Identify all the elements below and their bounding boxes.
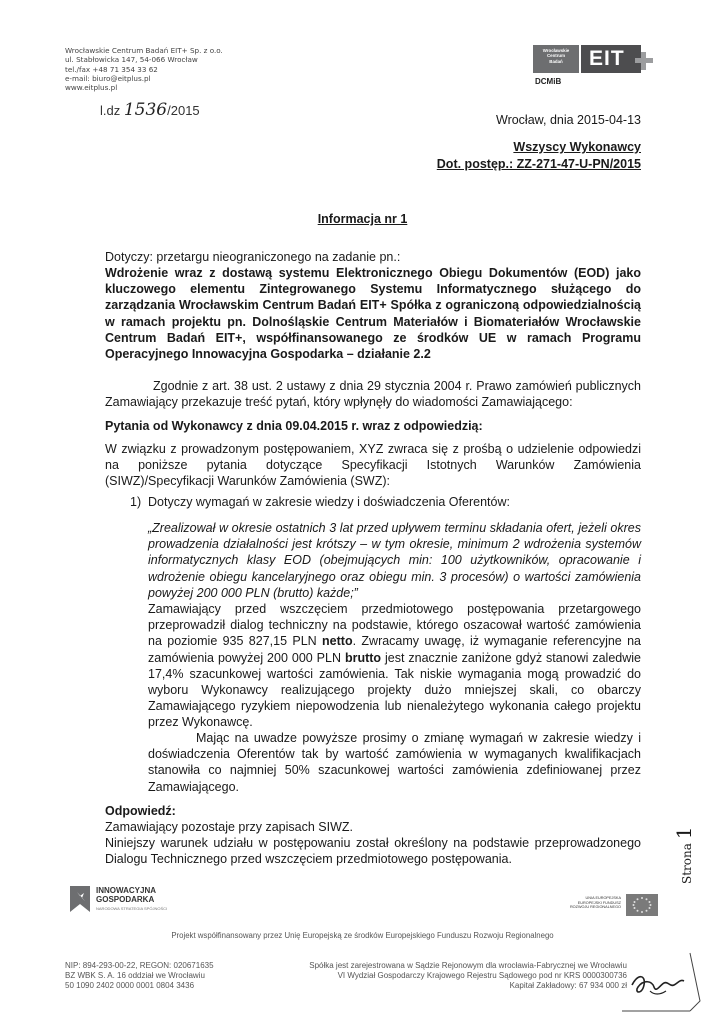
question-argument-paragraph	[148, 601, 641, 731]
page-number	[672, 814, 696, 884]
netto-emphasis: netto	[322, 634, 353, 649]
ig-line-small: NARODOWA STRATEGIA SPÓJNOŚCI	[96, 906, 168, 911]
ig-text	[96, 886, 167, 913]
request-paragraph: W związku z prowadzonym postępowaniem, XYZ zwraca się z prośbą o udzielenie odpowiedzi na poniższe pytania dotyczące Specyfikacji Istotnych Warunków Zamówienia (SIWZ)/Specyfikacji Warunków Zamówienia (SWZ):	[105, 442, 641, 489]
eu-flag-icon	[626, 894, 658, 916]
eit-logo	[533, 45, 653, 89]
sender-line: Wrocławskie Centrum Badań EIT+ Sp. z o.o.	[65, 46, 223, 55]
eu-text	[566, 896, 621, 910]
registry-number	[100, 100, 200, 120]
argument-text: Zamawiający przed wszczęciem przedmiotowego postępowania przetargowego przeprowadził dialog techniczny na podstawie, którego oszacował wartość zamówienia na poziomie 935 827,15 PLN	[148, 602, 641, 649]
eu-line: ROZWOJU REGIONALNEGO	[569, 905, 621, 910]
answer-line: Niniejszy warunek udziału w postępowaniu został określony na podstawie przeprowadzonego Dialogu Technicznego przed wszczęciem przedmiotowego postępowania.	[105, 836, 641, 867]
subject-paragraph: Wdrożenie wraz z dostawą systemu Elektronicznego Obiegu Dokumentów (EOD) jako kluczowego elementu Zintegrowanego Systemu Informatycznego służącego do zarządzania Wrocławskim Centrum Badań EIT+ Spółka z ograniczoną odpowiedzialnością w ramach projektu pn. Dolnośląskie Centrum Materiałów i Biomateriałów Wrocławskie Centrum Badań EIT+, współfinansowanego ze środków UE w ramach Programu Operacyjnego Innowacyjna Gospodarka – działanie 2.2	[105, 266, 641, 362]
document-title: Informacja nr 1	[317, 212, 408, 226]
answer-line: Zamawiający pozostaje przy zapisach SIWZ.	[105, 820, 354, 834]
argument-text: jest znacznie zaniżone gdyż stanowi zaledwie 17,4% szacunkowej wartości zamówienia. Tak niskie wymagania mogą prowadzić do wyboru Wykonawcy realizującego projekty dużo mniejszej skali, co obarczy Zamawiającego ryzykiem niepowodzenia lub nienależytego wykonania całego projektu przez Wykonawcę.	[148, 650, 641, 730]
sender-line: tel./fax +48 71 354 33 62	[65, 64, 158, 74]
question-number: 1)	[130, 495, 142, 509]
page-label	[672, 827, 696, 884]
ig-line: INNOWACYJNA	[96, 886, 157, 895]
dotyczy-line: Dotyczy: przetargu nieograniczonego na zadanie pn.:	[105, 250, 401, 264]
addressee: Wszyscy Wykonawcy	[513, 140, 641, 154]
logo-plus-icon	[641, 52, 646, 70]
sender-line: ul. Stabłowicka 147, 54-066 Wrocław	[65, 55, 198, 65]
questions-heading: Pytania od Wykonawcy z dnia 09.04.2015 r. wraz z odpowiedzią:	[105, 419, 483, 433]
argument-text: . Zwracamy uwagę, iż wymaganie referencyjne na zamówienia powyżej 200 000 PLN	[148, 634, 641, 665]
page-label-text: Strona	[680, 843, 694, 884]
logo-box-line: Centrum	[546, 53, 566, 59]
logo-dcmib: DCMiB	[535, 77, 562, 86]
page-number-value: 1	[672, 826, 696, 840]
intro-paragraph: Zgodnie z art. 38 ust. 2 ustawy z dnia 29 stycznia 2004 r. Prawo zamówień publicznych Zamawiający przekazuje treść pytań, który wpłynęły do wiadomości Zamawiającego:	[105, 379, 641, 410]
registry-handwritten-number: 1536	[123, 100, 168, 120]
registry-prefix: l.dz	[100, 103, 121, 118]
sender-line: www.eitplus.pl	[65, 83, 118, 93]
footer-line: VI Wydział Gospodarczy Krajowego Rejestru Sądowego pod nr KRS 0000300736	[337, 971, 627, 980]
company-registration-left	[65, 961, 214, 991]
sender-address	[65, 46, 223, 92]
quoted-requirement: „Zrealizował w okresie ostatnich 3 lat przed upływem terminu składania ofert, jeżeli okres prowadzenia działalności jest krótszy – w tym okresie, minimum 2 wdrożenia systemów informatycznych klasy EOD (obejmujących min: 100 użytkowników, opracowanie i wdrożenie obiegu kancelaryjnego oraz obiegu min. 3 procesów) o wartości zamówienia powyżej 200 000 PLN (brutto) każde;”	[148, 521, 641, 600]
footer-line: Spółka jest zarejestrowana w Sądzie Rejonowym dla wrocławia-Fabrycznej we Wrocławiu	[309, 961, 627, 970]
company-registration-right	[309, 961, 627, 991]
sender-line: e-mail: biuro@eitplus.pl	[65, 73, 151, 83]
eu-line: EUROPEJSKI FUNDUSZ	[577, 900, 621, 905]
footer-line: Kapitał Zakładowy: 67 934 000 zł	[509, 981, 627, 990]
logo-box-line: Wrocławskie	[542, 48, 570, 53]
project-footer-line: Projekt współfinansowany przez Unię Europejską ze środków Europejskiego Funduszu Rozwoju Regionalnego	[171, 931, 554, 940]
date-line: Wrocław, dnia 2015-04-13	[496, 113, 641, 127]
answer-heading: Odpowiedź:	[105, 804, 176, 818]
footer-line: BZ WBK S. A. 16 oddział we Wrocławiu	[65, 971, 205, 980]
question-request-paragraph: Mając na uwadze powyższe prosimy o zmianę wymagań w zakresie wiedzy i doświadczenia Oferentów tak by wartość zamówienia w wymaganych kwalifikacjach stanowiła co najmniej 50% szacunkowej wartości zamówienia zdefiniowanej przez Zamawiającego.	[148, 731, 641, 794]
ig-flag-icon	[68, 884, 92, 914]
reference-number: Dot. postęp.: ZZ-271-47-U-PN/2015	[436, 157, 641, 171]
footer-line: 50 1090 2402 0000 0001 0804 3436	[65, 981, 195, 990]
ig-line: GOSPODARKA	[96, 895, 155, 904]
logo-box-line: Badań	[549, 58, 563, 64]
logo-box	[533, 45, 579, 73]
brutto-emphasis: brutto	[344, 650, 382, 665]
footer-line: NIP: 894-293-00-22, REGON: 020671635	[65, 961, 214, 970]
registry-year: /2015	[167, 103, 200, 118]
logo-eit-text: EIT	[581, 45, 641, 73]
signature-stamp-icon	[620, 945, 702, 1015]
question-text: Dotyczy wymagań w zakresie wiedzy i doświadczenia Oferentów:	[148, 495, 510, 509]
innowacyjna-gospodarka-logo	[68, 884, 238, 918]
eu-line: UNIA EUROPEJSKA	[585, 896, 621, 900]
eu-logo	[566, 892, 660, 920]
